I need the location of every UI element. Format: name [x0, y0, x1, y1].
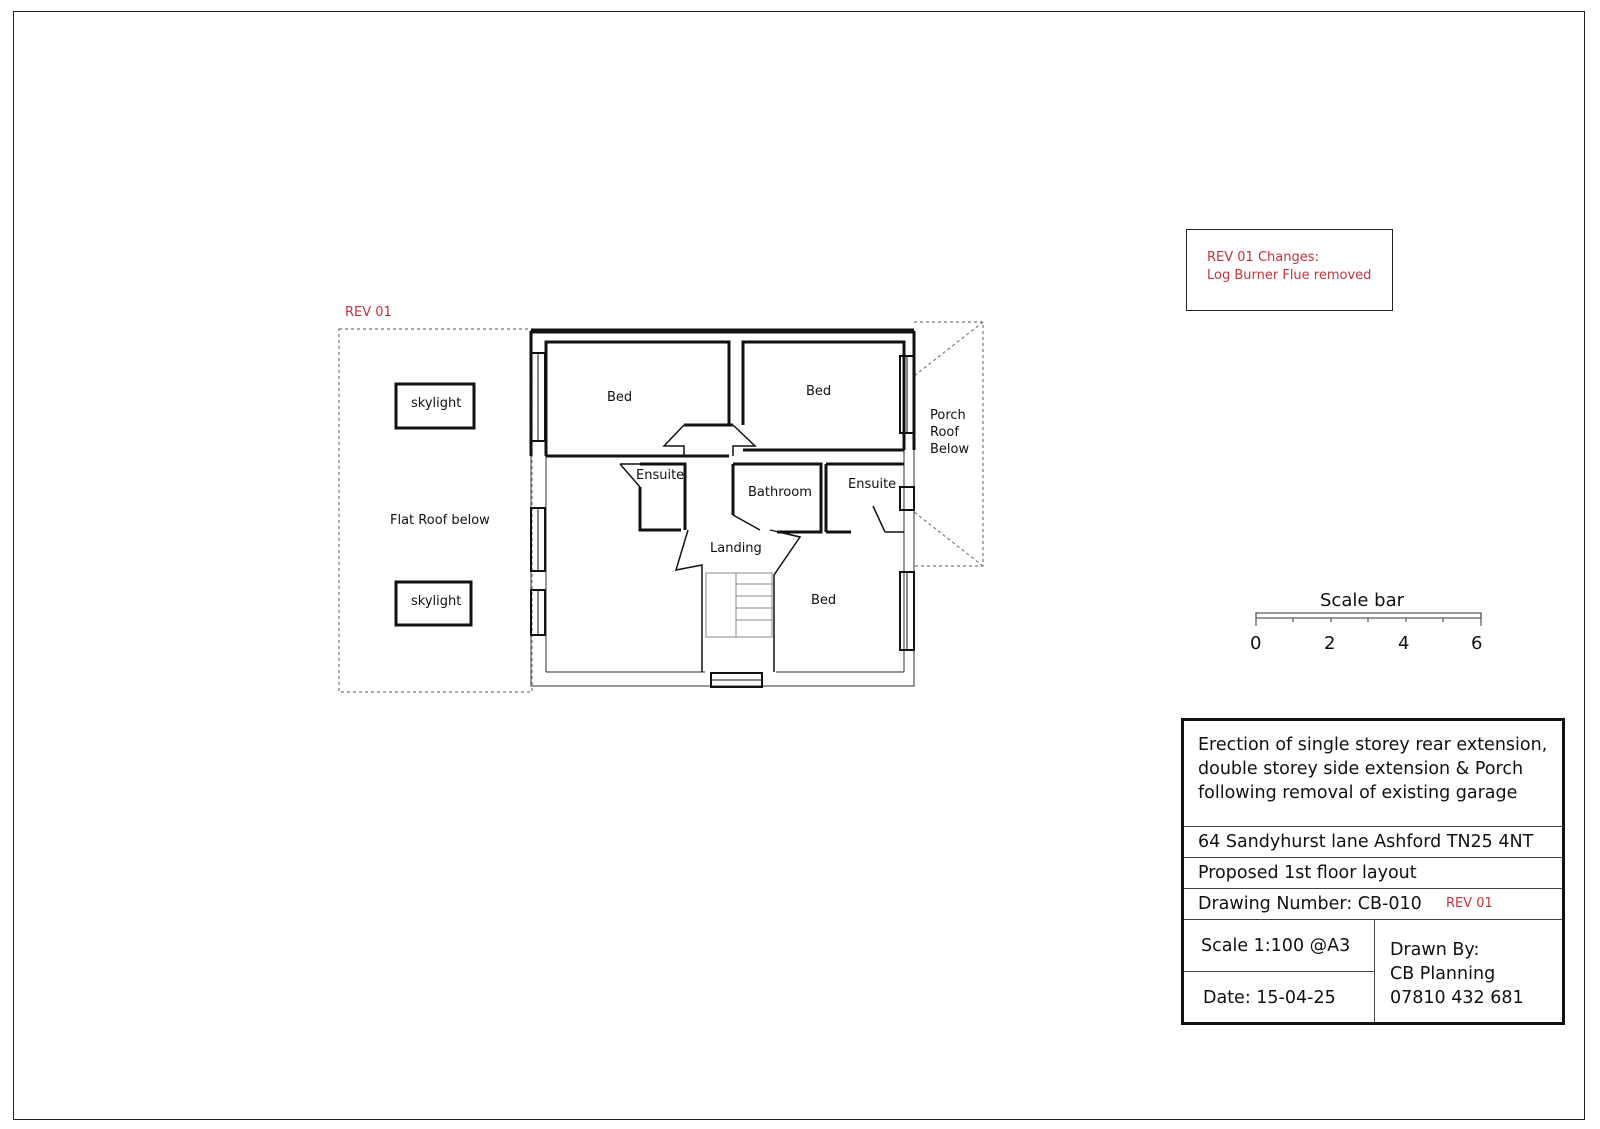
- rev-marker: REV 01: [345, 305, 392, 320]
- drawing-number: Drawing Number: CB-010: [1198, 894, 1422, 914]
- scale-bar-tick-4: 4: [1398, 633, 1410, 654]
- skylight-label-bottom: skylight: [411, 594, 462, 609]
- room-label-landing: Landing: [710, 541, 762, 556]
- drawing-scale: Scale 1:100 @A3: [1201, 936, 1351, 956]
- porch-roof-label: Porch Roof Below: [930, 408, 970, 457]
- drawing-date: Date: 15-04-25: [1203, 988, 1336, 1008]
- scale-bar-graphic: [1256, 613, 1481, 626]
- scale-bar-tick-6: 6: [1471, 633, 1483, 654]
- drawing-number-row: [1184, 888, 1562, 920]
- scale-bar-tick-2: 2: [1324, 633, 1336, 654]
- drawn-by: Drawn By: CB Planning 07810 432 681: [1390, 940, 1524, 1008]
- scale-bar-tick-0: 0: [1250, 633, 1262, 654]
- site-address: 64 Sandyhurst lane Ashford TN25 4NT: [1184, 826, 1562, 858]
- title-block: [1181, 718, 1565, 1025]
- scale-bar-title: Scale bar: [1320, 590, 1405, 611]
- revision-note-line2: Log Burner Flue removed: [1207, 268, 1372, 283]
- room-label-bed-bottom-right: Bed: [811, 593, 837, 608]
- room-label-bed-top-right: Bed: [806, 384, 832, 399]
- revision-note-line1: REV 01 Changes:: [1207, 250, 1319, 265]
- room-label-bed-top-left: Bed: [607, 390, 633, 405]
- revision-tag: REV 01: [1446, 896, 1493, 911]
- title-block-divider: [1374, 919, 1375, 1022]
- room-label-bathroom: Bathroom: [748, 485, 812, 500]
- skylight-label-top: skylight: [411, 396, 462, 411]
- room-label-ensuite-left: Ensuite: [636, 468, 685, 483]
- room-label-ensuite-right: Ensuite: [848, 477, 897, 492]
- flat-roof-label: Flat Roof below: [390, 513, 490, 528]
- drawing-title: Proposed 1st floor layout: [1184, 857, 1562, 889]
- title-block-divider-h: [1184, 971, 1374, 972]
- outer-wall-line: [531, 331, 914, 686]
- project-description: Erection of single storey rear extension, double storey side extension & Porch following removal of existing garage: [1184, 721, 1562, 827]
- revision-note-box: [1186, 229, 1393, 311]
